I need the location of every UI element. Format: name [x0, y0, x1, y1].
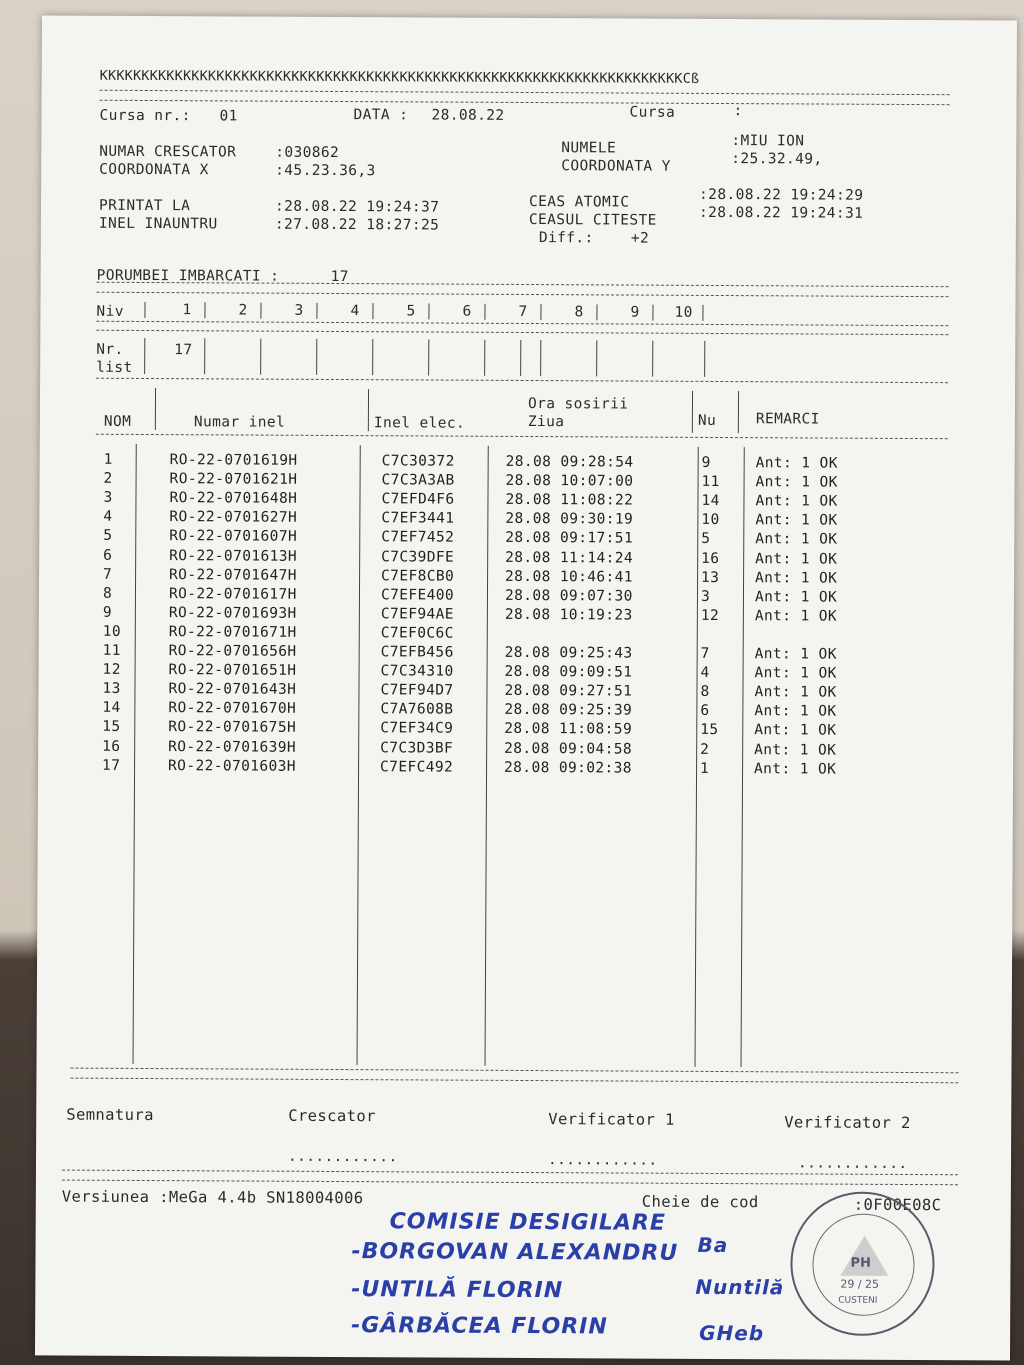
row-remarci: Ant: 1 OK	[755, 493, 838, 510]
col-nu: Nu	[697, 412, 717, 429]
row-numar-inel: RO-22-0701675H	[168, 719, 297, 737]
row-ora-sosirii: 28.08 09:27:51	[504, 683, 633, 700]
cursa-nr: 01	[219, 108, 238, 125]
nr-list-divider	[484, 340, 485, 376]
row-inel-elec: C7EF3441	[381, 510, 455, 527]
row-inel-elec: C7EF0C6C	[380, 625, 454, 642]
row-remarci: Ant: 1 OK	[754, 665, 837, 682]
nr-list-label: Nr.	[96, 341, 124, 358]
row-remarci: Ant: 1 OK	[755, 455, 838, 472]
col-divider	[692, 391, 693, 433]
semnatura-label: Semnatura	[66, 1105, 154, 1125]
k-line: KKKKKKKKKKKKKKKKKKKKKKKKKKKKKKKKKKKKKKKKKKKKKKKKKKKKKKKKKKKKKKKKKKKKKKCß	[99, 67, 700, 87]
inel: :27.08.22 18:27:25	[274, 216, 440, 234]
verificator2-dots: ............	[797, 1155, 908, 1172]
divider	[100, 90, 950, 95]
row-remarci: Ant: 1 OK	[754, 703, 837, 720]
inel-label: INEL INAUNTRU	[98, 215, 218, 233]
row-numar-inel: RO-22-0701621H	[169, 471, 298, 488]
row-nom: 2	[103, 470, 113, 487]
stamp-city: CUSTENI	[838, 1295, 878, 1306]
divider	[62, 1180, 958, 1186]
niv-level: 9	[630, 304, 640, 321]
row-ora-sosirii: 28.08 11:14:24	[505, 549, 634, 567]
niv-level: 6	[462, 303, 472, 320]
row-remarci: Ant: 1 OK	[754, 741, 837, 759]
row-nom: 10	[102, 623, 122, 640]
ceas-atomic-label: CEAS ATOMIC	[528, 194, 630, 211]
row-nom: 7	[103, 566, 113, 583]
porumbei-label: PORUMBEI IMBARCATI :	[96, 267, 280, 285]
nr-list-divider	[144, 338, 145, 374]
nr-list-divider	[260, 339, 261, 375]
niv-divider	[596, 304, 597, 320]
niv-divider	[372, 303, 373, 319]
col-divider	[368, 389, 369, 431]
row-inel-elec: C7EF34C9	[380, 720, 454, 738]
row-nom: 3	[103, 489, 113, 507]
row-numar-inel: RO-22-0701607H	[169, 528, 298, 546]
porumbei: 17	[330, 268, 349, 286]
row-inel-elec: C7EFD4F6	[381, 491, 455, 508]
row-numar-inel: RO-22-0701670H	[168, 700, 297, 718]
niv-level: 4	[350, 303, 360, 320]
row-nu: 6	[700, 703, 710, 720]
divider	[70, 1068, 958, 1074]
row-nu: 2	[700, 741, 710, 758]
niv-divider	[540, 304, 541, 320]
signature-2: Nuntilă	[695, 1274, 785, 1300]
cursa-value: :	[733, 103, 743, 120]
crescator-dots: ............	[287, 1148, 398, 1166]
row-ora-sosirii: 28.08 10:19:23	[504, 606, 633, 624]
row-remarci: Ant: 1 OK	[754, 646, 837, 663]
row-nom: 16	[102, 738, 121, 755]
niv-divider	[144, 302, 145, 318]
numar-crescator: :030862	[275, 144, 340, 162]
divider	[96, 378, 948, 383]
col-ziua: Ziua	[527, 413, 565, 431]
row-inel-elec: C7EF8CB0	[381, 567, 455, 585]
row-nom: 8	[102, 585, 113, 602]
row-nu: 12	[700, 607, 720, 624]
row-inel-elec: C7C30372	[381, 453, 455, 470]
row-nu: 7	[700, 645, 710, 662]
crescator-label: Crescator	[288, 1106, 376, 1126]
row-nu: 11	[701, 474, 720, 491]
signature-1: Ba	[697, 1232, 729, 1258]
row-ora-sosirii: 28.08 09:28:54	[505, 453, 634, 471]
ceas-atomic: :28.08.22 19:24:29	[699, 186, 864, 204]
nr-list-divider	[316, 339, 317, 375]
divider	[96, 434, 948, 439]
cursa-nr-label: Cursa nr.:	[99, 107, 191, 125]
row-nu: 10	[701, 512, 720, 529]
niv-divider	[484, 304, 485, 320]
row-remarci: Ant: 1 OK	[755, 550, 838, 568]
nr-list-label-2: list	[96, 359, 133, 376]
niv-level: 8	[574, 304, 584, 321]
row-ora-sosirii: 28.08 10:46:41	[505, 568, 633, 586]
row-ora-sosirii: 28.08 09:17:51	[505, 530, 634, 547]
row-remarci: Ant: 1 OK	[755, 474, 838, 491]
row-nom: 15	[102, 719, 121, 736]
divider	[96, 330, 948, 335]
niv-level: 3	[294, 302, 304, 319]
divider	[97, 292, 949, 297]
col-numar-inel: Numar inel	[193, 414, 286, 431]
verificator1-dots: ............	[547, 1152, 658, 1169]
niv-divider	[316, 303, 317, 319]
coord-x: :45.23.36,3	[275, 162, 376, 180]
row-nu: 5	[701, 531, 711, 548]
coord-x-label: COORDONATA X	[99, 161, 209, 179]
row-inel-elec: C7C3D3BF	[380, 739, 454, 757]
row-numar-inel: RO-22-0701671H	[168, 624, 297, 641]
nr-list-divider	[540, 340, 541, 376]
col-inel-elec: Inel elec.	[373, 415, 466, 432]
row-ora-sosirii: 28.08 11:08:59	[504, 721, 633, 738]
row-nu: 13	[701, 569, 720, 586]
row-remarci: Ant: 1 OK	[755, 531, 838, 549]
ceasul-citeste: :28.08.22 19:24:31	[698, 204, 864, 222]
row-nu: 14	[701, 493, 720, 510]
row-nom: 4	[103, 509, 113, 526]
row-inel-elec: C7C34310	[380, 663, 454, 680]
col-divider	[738, 391, 739, 433]
row-inel-elec: C7C3A3AB	[381, 472, 455, 489]
coord-y: :25.32.49,	[731, 151, 823, 168]
handwritten-member-3: -GÂRBĂCEA FLORIN	[351, 1313, 608, 1340]
numele: :MIU ION	[731, 133, 805, 150]
row-numar-inel: RO-22-0701648H	[169, 490, 298, 507]
diff-label: Diff.:	[538, 230, 594, 247]
row-numar-inel: RO-22-0701693H	[168, 604, 297, 622]
niv-divider	[428, 303, 429, 319]
col-divider	[155, 388, 156, 430]
row-numar-inel: RO-22-0701647H	[169, 566, 297, 584]
nr-list-divider	[372, 339, 373, 375]
versiunea: Versiunea :MeGa 4.4b SN18004006	[61, 1187, 364, 1208]
row-ora-sosirii: 28.08 10:07:00	[505, 472, 634, 490]
divider	[70, 1078, 958, 1084]
row-nom: 5	[103, 528, 113, 545]
divider	[100, 100, 950, 105]
row-remarci: Ant: 1 OK	[755, 512, 838, 529]
row-remarci: Ant: 1 OK	[754, 722, 837, 740]
printat-label: PRINTAT LA	[98, 197, 191, 215]
row-nom: 17	[102, 757, 121, 774]
cursa-label: Cursa	[629, 104, 676, 121]
niv-level: 1	[182, 302, 192, 319]
row-ora-sosirii: 28.08 09:07:30	[504, 587, 633, 605]
row-numar-inel: RO-22-0701643H	[168, 681, 297, 698]
row-inel-elec: C7EF94AE	[380, 606, 454, 623]
niv-level: 5	[406, 303, 416, 320]
nr-list-divider	[520, 340, 521, 376]
nr-list-divider	[704, 341, 705, 377]
coord-y-label: COORDONATA Y	[561, 158, 671, 175]
row-numar-inel: RO-22-0701613H	[169, 547, 298, 565]
row-nom: 12	[102, 661, 121, 678]
row-inel-elec: C7C39DFE	[381, 548, 455, 566]
row-nom: 6	[103, 547, 113, 564]
row-nom: 13	[102, 680, 121, 698]
row-nu: 16	[701, 550, 720, 567]
row-remarci: Ant: 1 OK	[754, 684, 837, 701]
row-nu: 1	[700, 760, 710, 777]
signature-3: GHeb	[699, 1320, 765, 1346]
niv-divider	[260, 303, 261, 319]
federation-stamp	[790, 1191, 935, 1336]
data-value: 28.08.22	[431, 107, 505, 124]
niv-divider	[702, 305, 703, 321]
row-nom: 11	[102, 642, 121, 659]
printat: :28.08.22 19:24:37	[274, 198, 440, 216]
cheie-label: Cheie de cod	[641, 1192, 759, 1212]
race-sheet	[35, 15, 1017, 1360]
nr-list-divider	[204, 338, 205, 374]
row-remarci: Ant: 1 OK	[754, 760, 837, 778]
niv-divider	[652, 305, 653, 321]
ceasul-citeste-label: CEASUL CITESTE	[528, 211, 657, 229]
data-label: DATA :	[353, 107, 409, 124]
niv-divider	[204, 302, 205, 318]
col-ora-sosirii: Ora sosirii	[527, 395, 629, 413]
handwritten-member-2: -UNTILĂ FLORIN	[351, 1277, 564, 1304]
divider	[96, 321, 948, 326]
niv-label: Niv	[96, 303, 124, 320]
row-numar-inel: RO-22-0701603H	[168, 757, 296, 775]
verificator1-label: Verificator 1	[548, 1110, 675, 1129]
row-inel-elec: C7EFE400	[380, 586, 455, 604]
row-ora-sosirii: 28.08 09:25:39	[504, 702, 633, 719]
cheie-value: :0F00E08C	[853, 1195, 942, 1215]
row-nom: 14	[102, 700, 121, 717]
row-nu: 3	[700, 588, 711, 605]
niv-level: 7	[518, 303, 528, 320]
row-inel-elec: C7A7608B	[380, 701, 454, 718]
row-numar-inel: RO-22-0701656H	[168, 643, 297, 660]
row-ora-sosirii: 28.08 09:02:38	[504, 759, 632, 777]
row-inel-elec: C7EF7452	[381, 529, 455, 547]
divider	[97, 282, 949, 287]
row-ora-sosirii: 28.08 09:09:51	[504, 663, 633, 681]
handwritten-comisie: COMISIE DESIGILARE	[389, 1209, 666, 1236]
row-numar-inel: RO-22-0701617H	[168, 585, 297, 603]
row-ora-sosirii: 28.08 11:08:22	[505, 492, 634, 509]
row-numar-inel: RO-22-0701627H	[169, 509, 298, 527]
row-numar-inel: RO-22-0701651H	[168, 662, 297, 679]
row-nu: 9	[701, 454, 711, 471]
nr-list-divider	[596, 340, 597, 376]
nr-list-divider	[428, 339, 429, 375]
row-remarci: Ant: 1 OK	[754, 588, 838, 606]
row-nom: 9	[102, 604, 113, 621]
handwritten-member-1: -BORGOVAN ALEXANDRU	[351, 1239, 679, 1266]
row-nu: 15	[700, 722, 719, 739]
row-inel-elec: C7EFC492	[380, 758, 454, 776]
row-nom: 1	[103, 451, 113, 468]
row-ora-sosirii: 28.08 09:04:58	[504, 740, 633, 758]
col-remarci: REMARCI	[755, 411, 820, 428]
nr-list-divider	[652, 341, 653, 377]
row-nu: 4	[700, 664, 710, 682]
diff: +2	[630, 230, 650, 247]
nr-list-value: 17	[174, 342, 193, 359]
row-inel-elec: C7EFB456	[380, 644, 454, 661]
row-ora-sosirii: 28.08 09:30:19	[505, 511, 634, 528]
stamp-center: PH	[850, 1255, 871, 1271]
row-ora-sosirii: 28.08 09:25:43	[504, 644, 633, 662]
numele-label: NUMELE	[561, 140, 617, 157]
niv-level: 10	[674, 304, 693, 321]
table-row	[38, 757, 1013, 781]
niv-level: 2	[238, 302, 248, 319]
row-remarci: Ant: 1 OK	[755, 569, 838, 587]
row-numar-inel: RO-22-0701639H	[168, 738, 297, 756]
col-nom: NOM	[103, 413, 132, 430]
verificator2-label: Verificator 2	[784, 1113, 911, 1133]
row-nu: 8	[700, 684, 710, 701]
numar-crescator-label: NUMAR CRESCATOR	[99, 143, 237, 161]
row-numar-inel: RO-22-0701619H	[169, 452, 298, 469]
row-remarci: Ant: 1 OK	[754, 607, 838, 625]
stamp-number: 29 / 25	[840, 1277, 880, 1291]
row-inel-elec: C7EF94D7	[380, 682, 454, 699]
